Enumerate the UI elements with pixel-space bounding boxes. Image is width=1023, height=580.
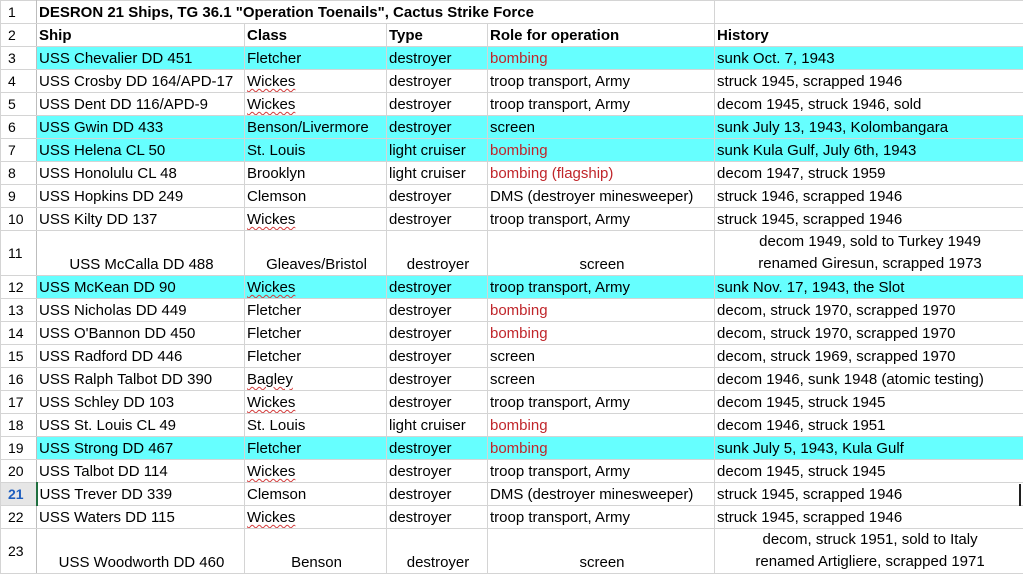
history-cell[interactable]: decom, struck 1969, scrapped 1970 bbox=[715, 345, 1023, 368]
table-row bbox=[1, 93, 1023, 116]
sheet-title-cell[interactable]: DESRON 21 Ships, TG 36.1 "Operation Toenails", Cactus Strike Force bbox=[37, 1, 715, 24]
table-row bbox=[1, 506, 1023, 529]
ship-cell[interactable]: USS Strong DD 467 bbox=[37, 437, 245, 460]
type-cell[interactable]: light cruiser bbox=[387, 139, 488, 162]
history-cell[interactable]: decom 1946, sunk 1948 (atomic testing) bbox=[715, 368, 1023, 391]
ship-cell[interactable]: USS Kilty DD 137 bbox=[37, 208, 245, 231]
ship-cell[interactable]: USS Helena CL 50 bbox=[37, 139, 245, 162]
type-cell[interactable]: light cruiser bbox=[387, 414, 488, 437]
type-cell[interactable]: destroyer bbox=[387, 529, 488, 574]
table-row bbox=[1, 47, 1023, 70]
class-cell[interactable]: Fletcher bbox=[245, 437, 387, 460]
row-number[interactable]: 13 bbox=[1, 299, 37, 322]
role-cell[interactable]: bombing (flagship) bbox=[488, 162, 715, 185]
row-number[interactable]: 18 bbox=[1, 414, 37, 437]
ship-cell[interactable]: USS Chevalier DD 451 bbox=[37, 47, 245, 70]
history-cell[interactable]: struck 1945, scrapped 1946 bbox=[715, 483, 1023, 506]
type-cell[interactable]: destroyer bbox=[387, 116, 488, 139]
class-cell[interactable]: Clemson bbox=[245, 185, 387, 208]
ship-cell[interactable]: USS Waters DD 115 bbox=[37, 506, 245, 529]
class-cell[interactable]: Brooklyn bbox=[245, 162, 387, 185]
header-ship[interactable]: Ship bbox=[37, 24, 245, 47]
ship-cell[interactable]: USS Radford DD 446 bbox=[37, 345, 245, 368]
class-cell[interactable]: St. Louis bbox=[245, 414, 387, 437]
row-number[interactable]: 20 bbox=[1, 460, 37, 483]
row-number-active[interactable]: 21 bbox=[1, 483, 37, 506]
class-cell[interactable]: Wickes bbox=[245, 70, 387, 93]
class-cell[interactable]: Wickes bbox=[245, 391, 387, 414]
role-cell[interactable]: bombing bbox=[488, 414, 715, 437]
class-cell[interactable]: St. Louis bbox=[245, 139, 387, 162]
class-cell[interactable]: Fletcher bbox=[245, 322, 387, 345]
history-cell[interactable]: decom, struck 1970, scrapped 1970 bbox=[715, 322, 1023, 345]
class-cell[interactable]: Wickes bbox=[245, 276, 387, 299]
row-number[interactable]: 10 bbox=[1, 208, 37, 231]
history-cell[interactable]: decom 1945, struck 1946, sold bbox=[715, 93, 1023, 116]
header-type[interactable]: Type bbox=[387, 24, 488, 47]
row-number[interactable]: 1 bbox=[1, 1, 37, 24]
row-number[interactable]: 17 bbox=[1, 391, 37, 414]
ship-cell[interactable]: USS Ralph Talbot DD 390 bbox=[37, 368, 245, 391]
type-cell[interactable]: destroyer bbox=[387, 47, 488, 70]
type-cell[interactable]: destroyer bbox=[387, 368, 488, 391]
history-cell[interactable]: sunk July 13, 1943, Kolombangara bbox=[715, 116, 1023, 139]
history-cell[interactable] bbox=[715, 231, 1023, 276]
table-row bbox=[1, 368, 1023, 391]
row-number[interactable]: 8 bbox=[1, 162, 37, 185]
history-cell[interactable]: struck 1945, scrapped 1946 bbox=[715, 506, 1023, 529]
ship-cell[interactable]: USS St. Louis CL 49 bbox=[37, 414, 245, 437]
table-row bbox=[1, 437, 1023, 460]
empty-cell[interactable] bbox=[715, 1, 1023, 24]
table-row bbox=[1, 276, 1023, 299]
table-row bbox=[1, 24, 1023, 47]
table-row bbox=[1, 231, 1023, 276]
table-row bbox=[1, 1, 1023, 24]
type-cell[interactable]: destroyer bbox=[387, 276, 488, 299]
type-cell[interactable]: destroyer bbox=[387, 70, 488, 93]
row-number[interactable]: 19 bbox=[1, 437, 37, 460]
role-cell[interactable]: screen bbox=[488, 368, 715, 391]
role-cell[interactable]: troop transport, Army bbox=[488, 506, 715, 529]
role-cell[interactable]: screen bbox=[488, 529, 715, 574]
ship-cell[interactable]: USS Hopkins DD 249 bbox=[37, 185, 245, 208]
table-row bbox=[1, 208, 1023, 231]
history-cell[interactable]: decom 1945, struck 1945 bbox=[715, 460, 1023, 483]
class-cell[interactable]: Bagley bbox=[245, 368, 387, 391]
ship-cell[interactable]: USS McKean DD 90 bbox=[37, 276, 245, 299]
table-row bbox=[1, 322, 1023, 345]
row-number[interactable]: 14 bbox=[1, 322, 37, 345]
table-row bbox=[1, 345, 1023, 368]
role-cell[interactable]: DMS (destroyer minesweeper) bbox=[488, 185, 715, 208]
type-cell[interactable]: destroyer bbox=[387, 391, 488, 414]
table-row bbox=[1, 391, 1023, 414]
table-row bbox=[1, 299, 1023, 322]
class-cell[interactable]: Wickes bbox=[245, 93, 387, 116]
history-cell[interactable]: struck 1946, scrapped 1946 bbox=[715, 185, 1023, 208]
class-cell[interactable]: Fletcher bbox=[245, 345, 387, 368]
type-cell[interactable]: destroyer bbox=[387, 208, 488, 231]
table-row bbox=[1, 162, 1023, 185]
row-number[interactable]: 2 bbox=[1, 24, 37, 47]
history-cell[interactable]: struck 1945, scrapped 1946 bbox=[715, 70, 1023, 93]
row-number[interactable]: 5 bbox=[1, 93, 37, 116]
role-cell[interactable]: bombing bbox=[488, 437, 715, 460]
row-number[interactable]: 22 bbox=[1, 506, 37, 529]
ship-cell[interactable]: USS McCalla DD 488 bbox=[37, 231, 245, 276]
history-cell[interactable] bbox=[715, 529, 1023, 574]
type-cell[interactable]: destroyer bbox=[387, 299, 488, 322]
row-number[interactable]: 11 bbox=[1, 231, 37, 276]
table-row bbox=[1, 529, 1023, 574]
type-cell[interactable]: destroyer bbox=[387, 345, 488, 368]
role-cell[interactable]: screen bbox=[488, 116, 715, 139]
history-cell[interactable]: decom 1947, struck 1959 bbox=[715, 162, 1023, 185]
table-row bbox=[1, 116, 1023, 139]
history-cell[interactable]: struck 1945, scrapped 1946 bbox=[715, 208, 1023, 231]
role-cell[interactable]: troop transport, Army bbox=[488, 276, 715, 299]
table-row bbox=[1, 460, 1023, 483]
ship-cell[interactable]: USS Woodworth DD 460 bbox=[37, 529, 245, 574]
type-cell[interactable]: destroyer bbox=[387, 460, 488, 483]
row-number[interactable]: 23 bbox=[1, 529, 37, 574]
row-number[interactable]: 6 bbox=[1, 116, 37, 139]
role-cell[interactable]: bombing bbox=[488, 322, 715, 345]
type-cell[interactable]: light cruiser bbox=[387, 162, 488, 185]
row-number[interactable]: 4 bbox=[1, 70, 37, 93]
history-cell[interactable]: sunk July 5, 1943, Kula Gulf bbox=[715, 437, 1023, 460]
history-cell[interactable]: decom 1945, struck 1945 bbox=[715, 391, 1023, 414]
role-cell[interactable]: screen bbox=[488, 231, 715, 276]
table-row bbox=[1, 185, 1023, 208]
ship-cell[interactable]: USS Talbot DD 114 bbox=[37, 460, 245, 483]
history-cell[interactable]: sunk Oct. 7, 1943 bbox=[715, 47, 1023, 70]
row-number[interactable]: 3 bbox=[1, 47, 37, 70]
table-row bbox=[1, 414, 1023, 437]
type-cell[interactable]: destroyer bbox=[387, 93, 488, 116]
row-number[interactable]: 16 bbox=[1, 368, 37, 391]
ship-cell[interactable]: USS Trever DD 339 bbox=[37, 483, 245, 506]
ship-cell[interactable]: USS Crosby DD 164/APD-17 bbox=[37, 70, 245, 93]
history-cell[interactable]: sunk Kula Gulf, July 6th, 1943 bbox=[715, 139, 1023, 162]
class-cell[interactable]: Benson bbox=[245, 529, 387, 574]
class-cell[interactable]: Fletcher bbox=[245, 47, 387, 70]
class-cell[interactable]: Wickes bbox=[245, 208, 387, 231]
class-cell[interactable]: Wickes bbox=[245, 460, 387, 483]
role-cell[interactable]: troop transport, Army bbox=[488, 391, 715, 414]
type-cell[interactable]: destroyer bbox=[387, 437, 488, 460]
ship-cell[interactable]: USS Schley DD 103 bbox=[37, 391, 245, 414]
history-cell[interactable]: decom 1946, struck 1951 bbox=[715, 414, 1023, 437]
class-cell[interactable]: Wickes bbox=[245, 506, 387, 529]
type-cell[interactable]: destroyer bbox=[387, 483, 488, 506]
header-class[interactable]: Class bbox=[245, 24, 387, 47]
ship-cell[interactable]: USS O'Bannon DD 450 bbox=[37, 322, 245, 345]
ship-cell[interactable]: USS Dent DD 116/APD-9 bbox=[37, 93, 245, 116]
row-number[interactable]: 9 bbox=[1, 185, 37, 208]
role-cell[interactable]: troop transport, Army bbox=[488, 460, 715, 483]
role-cell[interactable]: DMS (destroyer minesweeper) bbox=[488, 483, 715, 506]
ship-cell[interactable]: USS Honolulu CL 48 bbox=[37, 162, 245, 185]
type-cell[interactable]: destroyer bbox=[387, 506, 488, 529]
class-cell[interactable]: Clemson bbox=[245, 483, 387, 506]
history-line: decom, struck 1951, sold to Italy bbox=[762, 531, 978, 548]
role-cell[interactable]: bombing bbox=[488, 139, 715, 162]
row-number[interactable]: 12 bbox=[1, 276, 37, 299]
role-cell[interactable]: screen bbox=[488, 345, 715, 368]
type-cell[interactable]: destroyer bbox=[387, 231, 488, 276]
row-number[interactable]: 7 bbox=[1, 139, 37, 162]
class-cell[interactable]: Fletcher bbox=[245, 299, 387, 322]
table-row bbox=[1, 139, 1023, 162]
ship-cell[interactable]: USS Gwin DD 433 bbox=[37, 116, 245, 139]
history-cell[interactable]: decom, struck 1970, scrapped 1970 bbox=[715, 299, 1023, 322]
role-cell[interactable]: bombing bbox=[488, 47, 715, 70]
row-number[interactable]: 15 bbox=[1, 345, 37, 368]
type-cell[interactable]: destroyer bbox=[387, 185, 488, 208]
role-cell[interactable]: troop transport, Army bbox=[488, 93, 715, 116]
history-line: renamed Giresun, scrapped 1973 bbox=[758, 255, 982, 272]
class-cell[interactable]: Gleaves/Bristol bbox=[245, 231, 387, 276]
header-role[interactable]: Role for operation bbox=[488, 24, 715, 47]
history-line: renamed Artigliere, scrapped 1971 bbox=[755, 553, 985, 570]
role-cell[interactable]: bombing bbox=[488, 299, 715, 322]
table-row bbox=[1, 70, 1023, 93]
table-row bbox=[1, 483, 1023, 506]
role-cell[interactable]: troop transport, Army bbox=[488, 208, 715, 231]
class-cell[interactable]: Benson/Livermore bbox=[245, 116, 387, 139]
history-cell[interactable]: sunk Nov. 17, 1943, the Slot bbox=[715, 276, 1023, 299]
history-line: decom 1949, sold to Turkey 1949 bbox=[759, 233, 981, 250]
cell-cursor-edge bbox=[1019, 484, 1021, 506]
header-history[interactable]: History bbox=[715, 24, 1023, 47]
ship-cell[interactable]: USS Nicholas DD 449 bbox=[37, 299, 245, 322]
type-cell[interactable]: destroyer bbox=[387, 322, 488, 345]
role-cell[interactable]: troop transport, Army bbox=[488, 70, 715, 93]
